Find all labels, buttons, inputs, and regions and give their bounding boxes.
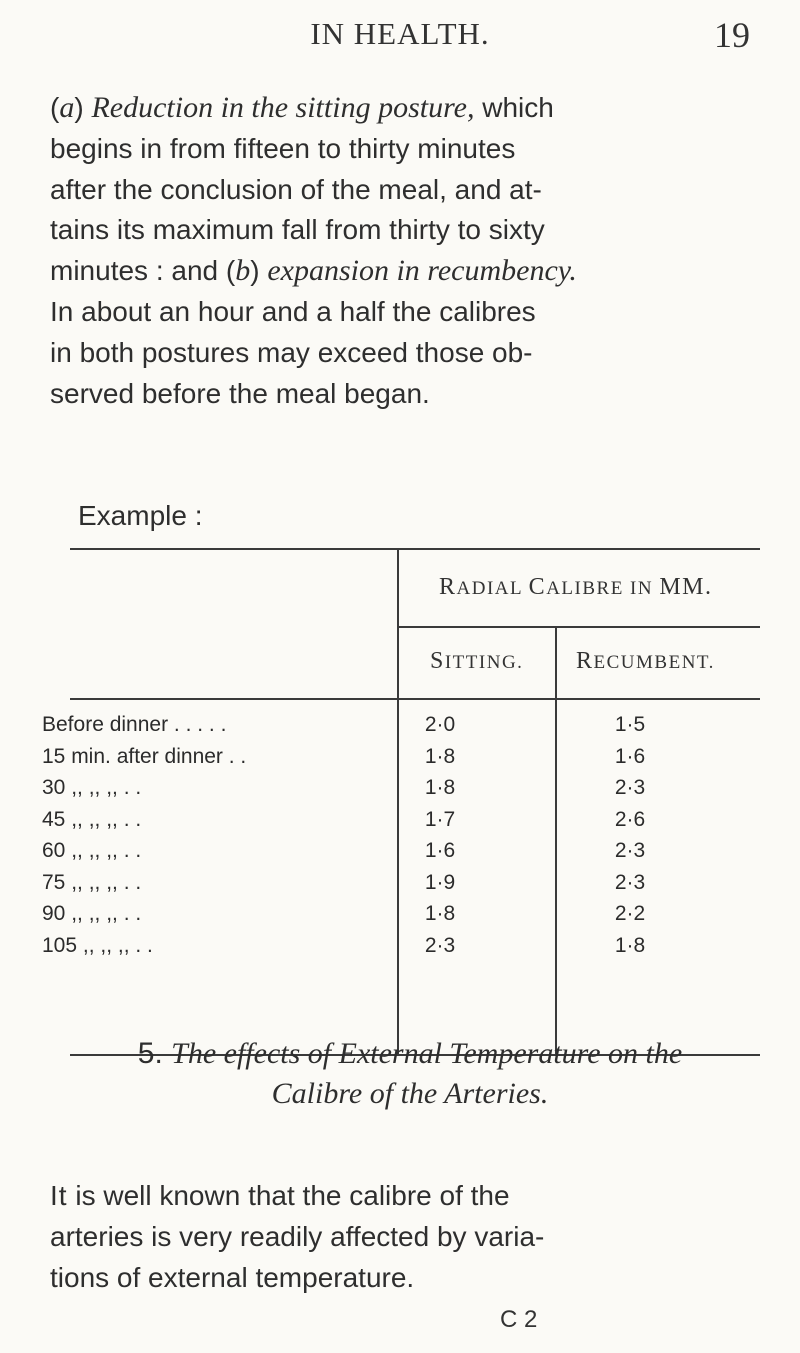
group-header: RADIAL CALIBRE IN MM. [439,574,713,600]
row-label: 105 ,, ,, ,, . . [42,933,153,957]
intro-paragraph [50,88,750,414]
column-header-sitting: SITTING. [430,648,524,674]
row-label: 90 ,, ,, ,, . . [42,902,142,925]
example-label: Example : [78,500,203,531]
column-header-recumbent: RECUMBENT. [576,648,715,674]
sitting-value: 2·0 [424,713,456,736]
row-label: 60 ,, ,, ,, . . [42,839,142,862]
sitting-value: 1·8 [424,902,456,925]
text-line: (a) Reduction in the sitting posture, which [50,91,554,124]
table-row [42,870,760,898]
text-line: after the conclusion of the meal, and at- [50,173,542,205]
recumbent-value: 2·3 [614,839,646,862]
text-line: tains its maximum fall from thirty to sixty [50,214,545,246]
sitting-value: 1·8 [424,744,456,768]
recumbent-value: 1·6 [614,744,646,768]
running-head [0,14,800,58]
section-heading-line: Calibre of the Arteries. [271,1077,549,1110]
row-label: 30 ,, ,, ,, . . [42,776,142,799]
group-header-rule [397,626,760,628]
page-number: 19 [714,15,750,55]
text-line: served before the meal began. [50,377,430,409]
calibre-table [42,548,760,1098]
sitting-value: 1·8 [424,776,456,799]
row-label: 75 ,, ,, ,, . . [42,870,142,894]
text-line: minutes : and (b) expansion in recumbency. [50,254,577,288]
section-heading-line: 5. The effects of External Temperature on the [137,1037,683,1070]
table-top-rule [70,548,760,550]
text-line: arteries is very readily affected by varia- [50,1220,545,1252]
recumbent-value: 2·3 [614,870,646,894]
header-bottom-rule [70,698,760,700]
sitting-value: 1·9 [424,870,456,894]
signature-mark: C 2 [500,1306,538,1333]
row-label: Before dinner . . . . . [42,713,227,736]
table-row [42,744,760,772]
table-row [42,839,760,866]
text-line: It is well known that the calibre of the [50,1180,510,1211]
row-label: 15 min. after dinner . . [42,744,247,768]
sitting-value: 2·3 [424,933,456,957]
row-label: 45 ,, ,, ,, . . [42,807,142,831]
recumbent-value: 1·8 [614,933,646,957]
recumbent-value: 2·6 [614,807,646,831]
running-title: IN HEALTH. [310,16,490,51]
text-line: tions of external temperature. [50,1261,415,1293]
sitting-value: 1·6 [424,839,456,862]
text-line: begins in from fifteen to thirty minutes [50,132,516,164]
table-row [42,713,760,740]
sitting-value: 1·7 [424,807,456,831]
text-line: In about an hour and a half the calibres [50,295,536,327]
recumbent-value: 2·3 [614,776,646,799]
recumbent-value: 2·2 [614,902,646,925]
text-line: in both postures may exceed those ob- [50,336,533,368]
table-row [42,807,760,835]
section-heading [50,1034,770,1114]
table-row [42,776,760,803]
recumbent-value: 1·5 [614,713,646,736]
table-row [42,933,760,961]
table-row [42,902,760,929]
closing-paragraph [50,1176,750,1298]
